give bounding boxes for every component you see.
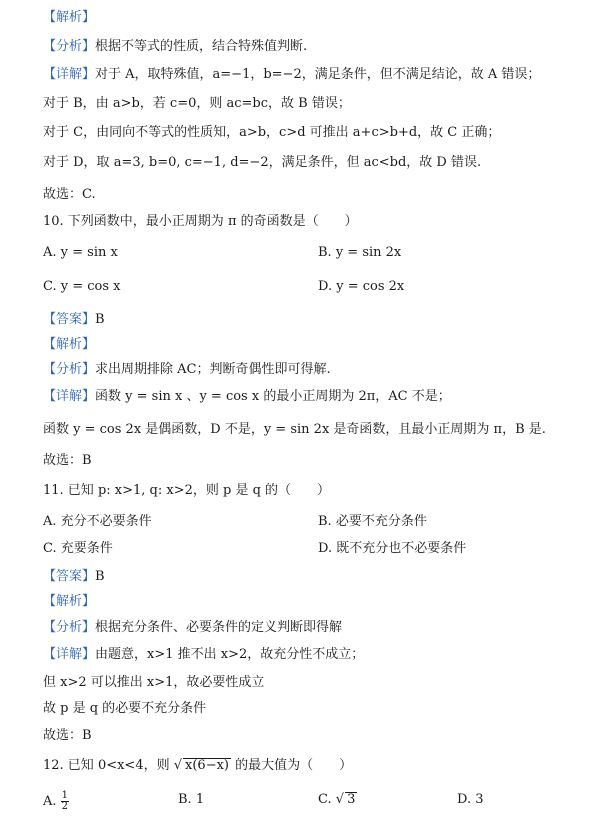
q11-answer: 【答案】B: [43, 569, 105, 584]
q12-option-a-fraction: $\frac{1}{2}$: [61, 790, 69, 812]
q10-analysis: 【分析】求出周期排除 AC；判断奇偶性即可得解.: [43, 362, 331, 377]
q12-radicand: x(6−x): [185, 758, 230, 773]
choose-line-1: 故选：C.: [43, 187, 96, 202]
detail-line-b: 对于 B，由 a>b，若 c=0，则 ac=bc，故 B 错误；: [43, 96, 351, 111]
detail-line-1: 【详解】对于 A，取特殊值，a=−1，b=−2，满足条件，但不满足结论，故 A 错误；: [43, 67, 541, 82]
q10-option-a: A. y = sin x: [43, 245, 118, 260]
q10-choose: 故选：B: [43, 453, 92, 468]
q11-option-b: B. 必要不充分条件: [318, 514, 427, 529]
q12-option-c: C. √ 3: [318, 792, 356, 807]
q11-analysis-heading: 【解析】: [43, 594, 96, 609]
q10-detail-2: 函数 y = cos 2x 是偶函数，D 不是，y = sin 2x 是奇函数，且最小正周期为 π，B 是.: [43, 422, 546, 437]
q11-option-c: C. 充要条件: [43, 541, 113, 556]
q11-detail-2: 但 x>2 可以推出 x>1，故必要性成立: [43, 675, 265, 690]
q12-option-d: D. 3: [457, 792, 484, 807]
analysis-heading-1: 【解析】: [43, 10, 96, 25]
q11-option-a: A. 充分不必要条件: [43, 514, 152, 529]
detail-line-c: 对于 C，由同向不等式的性质知，a>b，c>d 可推出 a+c>b+d，故 C 正确；: [43, 125, 501, 140]
q10-option-b: B. y = sin 2x: [318, 245, 402, 260]
q11-analysis: 【分析】根据充分条件、必要条件的定义判断即得解: [43, 620, 343, 635]
q11-option-d: D. 既不充分也不必要条件: [318, 541, 467, 556]
sqrt-symbol: √: [173, 758, 183, 773]
q10-analysis-heading: 【解析】: [43, 337, 96, 352]
q11-choose: 故选：B: [43, 728, 92, 743]
question-10: 10. 下列函数中，最小正周期为 π 的奇函数是（ ）: [43, 214, 358, 229]
detail-line-d: 对于 D，取 a=3, b=0, c=−1, d=−2，满足条件，但 ac<bd，故 D 错误.: [43, 155, 482, 170]
sqrt-symbol-c: √: [335, 792, 345, 807]
q11-detail: 【详解】由题意，x>1 推不出 x>2，故充分性不成立；: [43, 647, 365, 662]
q10-option-c: C. y = cos x: [43, 279, 121, 294]
question-12: 12. 已知 0<x<4，则 √ x(6−x) 的最大值为（ ）: [43, 758, 353, 773]
analysis-line-1: 【分析】根据不等式的性质，结合特殊值判断.: [43, 39, 308, 54]
q11-detail-3: 故 p 是 q 的必要不充分条件: [43, 701, 207, 716]
q10-option-d: D. y = cos 2x: [318, 279, 405, 294]
question-11: 11. 已知 p: x>1, q: x>2，则 p 是 q 的（ ）: [43, 483, 331, 498]
q10-answer: 【答案】B: [43, 312, 105, 327]
q12-option-b: B. 1: [178, 792, 205, 807]
q12-option-a: A. $\frac{1}{2}$: [43, 790, 69, 812]
q10-detail: 【详解】函数 y = sin x 、y = cos x 的最小正周期为 2π，AC 不是；: [43, 389, 451, 404]
